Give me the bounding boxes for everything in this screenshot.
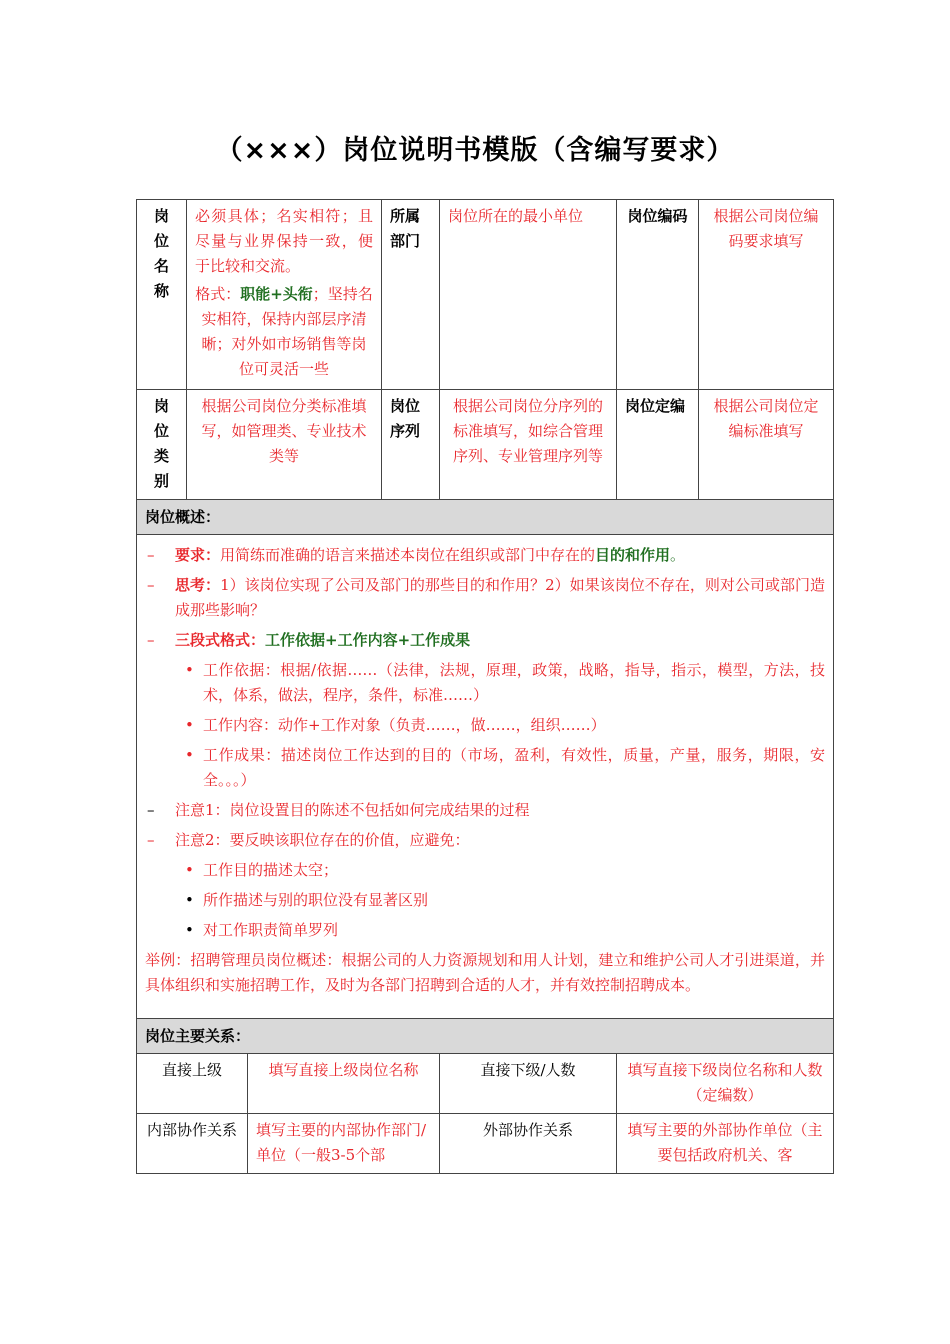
- department-value: 岗位所在的最小单位: [440, 200, 617, 390]
- external-relation-label: 外部协作关系: [440, 1114, 617, 1174]
- example-paragraph: 举例：招聘管理员岗位概述：根据公司的人力资源规划和用人计划，建立和维护公司人才引进渠道，并具体组织和实施招聘工作，及时为各部门招聘到合适的人才，并有效控制招聘成本。: [145, 951, 826, 994]
- note-2-line: – 注意2：要反映该职位存在的价值，应避免：: [147, 831, 470, 849]
- row-position-category: [137, 390, 834, 500]
- row-position-name: [137, 200, 834, 390]
- work-result-item: • 工作成果：描述岗位工作达到的目的（市场，盈利，有效性，质量，产量，服务，期限，安全。。。）: [185, 746, 826, 789]
- work-content-item: • 工作内容：动作+工作对象（负责……，做……，组织……）: [185, 716, 606, 734]
- requirement-line: – 要求：用简练而准确的语言来描述本岗位在组织或部门中存在的目的和作用。: [147, 546, 686, 564]
- avoid-item: • 对工作职责简单罗列: [185, 921, 339, 939]
- position-code-value: 根据公司岗位编码要求填写: [699, 200, 834, 390]
- relations-header: 岗位主要关系：: [137, 1019, 834, 1054]
- position-name-label: 岗 位 名 称: [137, 200, 187, 390]
- summary-header-row: [137, 500, 834, 535]
- external-relation-value: 填写主要的外部协作单位（主要包括政府机关、客: [617, 1114, 834, 1174]
- position-quota-label: 岗位定编: [617, 390, 699, 500]
- superior-value: 填写直接上级岗位名称: [248, 1054, 440, 1114]
- relations-row-1: [137, 1054, 834, 1114]
- three-part-format-line: – 三段式格式：工作依据+工作内容+工作成果: [147, 631, 471, 649]
- relations-row-2: [137, 1114, 834, 1174]
- avoid-item: • 所作描述与别的职位没有显著区别: [185, 891, 429, 909]
- avoid-item: • 工作目的描述太空；: [185, 861, 339, 879]
- summary-body-row: [137, 535, 834, 1019]
- work-basis-item: • 工作依据：根据/依据……（法律，法规，原理，政策，战略，指导，指示，模型，方法，技术，体系，做法，程序，条件，标准……）: [185, 661, 826, 704]
- position-quota-value: 根据公司岗位定编标准填写: [699, 390, 834, 500]
- summary-header: 岗位概述：: [137, 500, 834, 535]
- position-name-value: 必须具体；名实相符；且尽量与业界保持一致，便于比较和交流。 格式：职能+头衔；坚持名实相符，保持内部层序清晰；对外如市场销售等岗位可灵活一些: [187, 200, 382, 390]
- job-description-table: [136, 199, 834, 1174]
- summary-body: [137, 535, 834, 1019]
- page-title: （×××）岗位说明书模版（含编写要求）: [215, 135, 735, 166]
- internal-relation-label: 内部协作关系: [137, 1114, 248, 1174]
- department-label: 所属部门: [382, 200, 440, 390]
- position-category-value: 根据公司岗位分类标准填写，如管理类、专业技术类等: [187, 390, 382, 500]
- position-sequence-label: 岗位序列: [382, 390, 440, 500]
- position-code-label: 岗位编码: [617, 200, 699, 390]
- superior-label: 直接上级: [137, 1054, 248, 1114]
- think-line: – 思考：1）该岗位实现了公司及部门的那些目的和作用？2）如果该岗位不存在，则对公司或部门造成那些影响？: [147, 576, 826, 619]
- subordinate-value: 填写直接下级岗位名称和人数（定编数）: [617, 1054, 834, 1114]
- note-1-line: – 注意1：岗位设置目的陈述不包括如何完成结果的过程: [147, 801, 530, 819]
- position-sequence-value: 根据公司岗位分序列的标准填写，如综合管理序列、专业管理序列等: [440, 390, 617, 500]
- internal-relation-value: 填写主要的内部协作部门/单位（一般3-5个部: [248, 1114, 440, 1174]
- subordinate-label: 直接下级/人数: [440, 1054, 617, 1114]
- relations-header-row: [137, 1019, 834, 1054]
- position-category-label: 岗 位 类 别: [137, 390, 187, 500]
